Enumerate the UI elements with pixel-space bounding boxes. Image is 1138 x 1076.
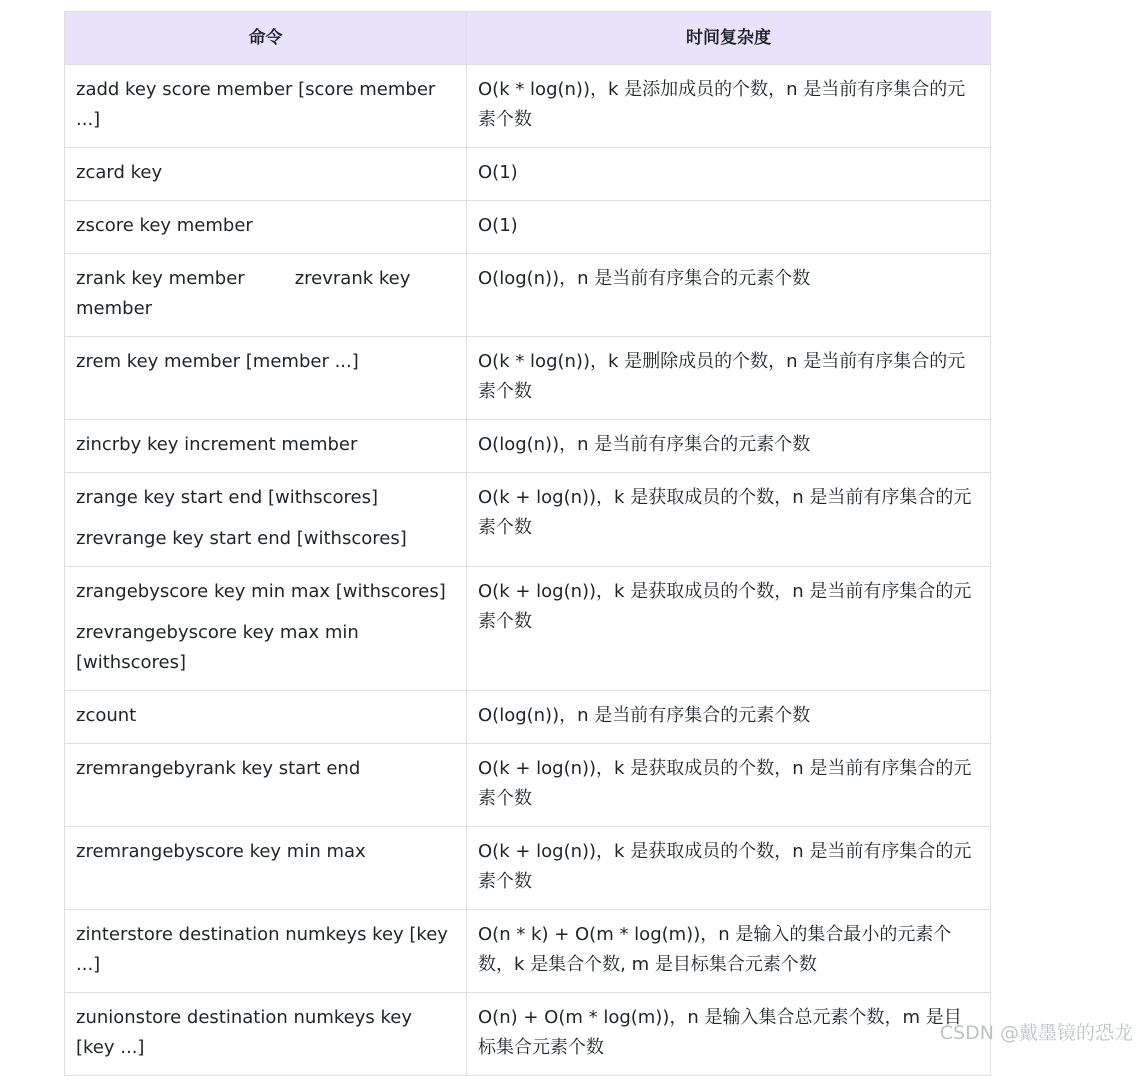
command-text: zrevrank key member bbox=[76, 268, 411, 319]
header-command: 命令 bbox=[65, 12, 467, 65]
table-row bbox=[65, 827, 991, 910]
command-cell bbox=[65, 201, 467, 254]
command-text: zscore key member bbox=[76, 215, 253, 236]
table-row bbox=[65, 148, 991, 201]
complexity-cell: O(k + log(n))，k 是获取成员的个数，n 是当前有序集合的元素个数 bbox=[467, 744, 991, 827]
csdn-watermark: CSDN @戴墨镜的恐龙 bbox=[939, 1022, 1133, 1044]
command-text: zrevrange key start end [withscores] bbox=[76, 528, 407, 549]
command-text: zremrangebyscore key min max bbox=[76, 841, 366, 862]
command-text: zrank key member bbox=[76, 268, 245, 289]
table-header-row bbox=[65, 12, 991, 65]
command-text: zcard key bbox=[76, 162, 163, 183]
table-row bbox=[65, 337, 991, 420]
command-cell bbox=[65, 65, 467, 148]
table-row bbox=[65, 910, 991, 993]
command-text: zunionstore destination numkeys key [key ...] bbox=[76, 1007, 412, 1058]
command-text: zrem key member [member ...] bbox=[76, 351, 359, 372]
complexity-cell: O(k + log(n))，k 是获取成员的个数，n 是当前有序集合的元素个数 bbox=[467, 473, 991, 567]
complexity-cell: O(n) + O(m * log(m))，n 是输入集合总元素个数，m 是目标集合元素个数 bbox=[467, 993, 991, 1076]
command-cell bbox=[65, 691, 467, 744]
command-cell bbox=[65, 744, 467, 827]
command-text: zincrby key increment member bbox=[76, 434, 358, 455]
complexity-cell: O(k + log(n))，k 是获取成员的个数，n 是当前有序集合的元素个数 bbox=[467, 567, 991, 691]
command-cell bbox=[65, 910, 467, 993]
complexity-cell: O(log(n))，n 是当前有序集合的元素个数 bbox=[467, 691, 991, 744]
table-row bbox=[65, 744, 991, 827]
command-cell bbox=[65, 337, 467, 420]
command-text: zadd key score member [score member ...] bbox=[76, 79, 436, 130]
command-cell bbox=[65, 254, 467, 337]
command-cell bbox=[65, 993, 467, 1076]
table-row bbox=[65, 567, 991, 691]
complexity-cell: O(1) bbox=[467, 148, 991, 201]
table-row bbox=[65, 65, 991, 148]
complexity-cell: O(1) bbox=[467, 201, 991, 254]
command-text: zremrangebyrank key start end bbox=[76, 758, 361, 779]
command-text: zcount bbox=[76, 705, 137, 726]
complexity-cell: O(k * log(n))，k 是删除成员的个数，n 是当前有序集合的元素个数 bbox=[467, 337, 991, 420]
command-text: zinterstore destination numkeys key [key ...] bbox=[76, 924, 448, 975]
table-row bbox=[65, 201, 991, 254]
command-text: zrangebyscore key min max [withscores] bbox=[76, 581, 446, 602]
table-row bbox=[65, 691, 991, 744]
complexity-table bbox=[64, 11, 991, 1076]
table-row bbox=[65, 420, 991, 473]
command-text: zrange key start end [withscores] bbox=[76, 487, 378, 508]
table-row bbox=[65, 993, 991, 1076]
complexity-cell: O(log(n))，n 是当前有序集合的元素个数 bbox=[467, 254, 991, 337]
command-cell bbox=[65, 473, 467, 567]
table-row bbox=[65, 473, 991, 567]
command-text: zrevrangebyscore key max min [withscores] bbox=[76, 622, 359, 673]
command-cell bbox=[65, 567, 467, 691]
command-cell bbox=[65, 148, 467, 201]
complexity-cell: O(n * k) + O(m * log(m))，n 是输入的集合最小的元素个数，k 是集合个数, m 是目标集合元素个数 bbox=[467, 910, 991, 993]
command-cell bbox=[65, 420, 467, 473]
complexity-cell: O(k + log(n))，k 是获取成员的个数，n 是当前有序集合的元素个数 bbox=[467, 827, 991, 910]
complexity-cell: O(log(n))，n 是当前有序集合的元素个数 bbox=[467, 420, 991, 473]
table-row bbox=[65, 254, 991, 337]
header-complexity: 时间复杂度 bbox=[467, 12, 991, 65]
command-cell bbox=[65, 827, 467, 910]
complexity-cell: O(k * log(n))，k 是添加成员的个数，n 是当前有序集合的元素个数 bbox=[467, 65, 991, 148]
